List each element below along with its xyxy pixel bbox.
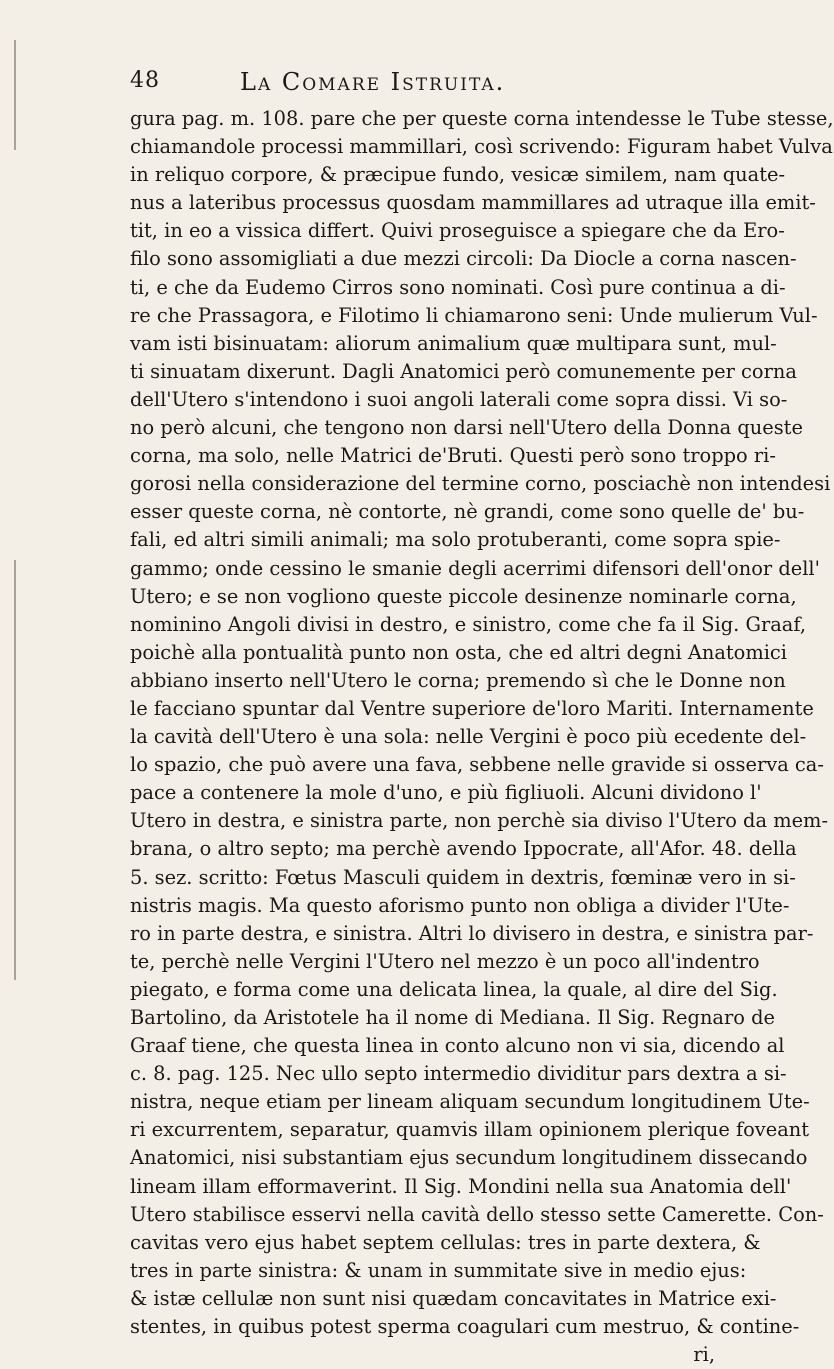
binding-shadow: [14, 560, 16, 980]
text-line: fali, ed altri simili animali; ma solo protuberanti, come sopra spie-: [130, 528, 781, 552]
text-line: poichè alla pontualità punto non osta, che ed altri degni Anatomici: [130, 640, 787, 664]
text-line: in reliquo corpore, & præcipue fundo, vesicæ similem, nam quate-: [130, 163, 786, 187]
text-line: Bartolino, da Aristotele ha il nome di Mediana. Il Sig. Regnaro de: [130, 1006, 775, 1029]
body-text: [130, 105, 834, 1369]
text-line: corna, ma solo, nelle Matrici de'Bruti. Questi però sono troppo ri-: [130, 444, 776, 468]
text-line: pace a contenere la mole d'uno, e più figliuoli. Alcuni dividono l': [130, 781, 762, 805]
text-line: gura pag. m. 108. pare che per queste corna intendesse le Tube stesse,: [130, 107, 834, 130]
text-line: Utero; e se non vogliono queste piccole desinenze nominarle corna,: [130, 584, 797, 608]
text-line: nistra, neque etiam per lineam aliquam secundum longitudinem Ute-: [130, 1090, 810, 1114]
text-line: abbiano inserto nell'Utero le corna; premendo sì che le Donne non: [130, 668, 786, 692]
text-line: nominino Angoli divisi in destro, e sinistro, come che fa il Sig. Graaf,: [130, 612, 807, 636]
text-line: ro in parte destra, e sinistra. Altri lo divisero in destra, e sinistra par-: [130, 921, 814, 945]
text-line: ri excurrentem, separatur, quamvis illam opinionem plerique foveant: [130, 1118, 810, 1142]
text-line: & istæ cellulæ non sunt nisi quædam concavitates in Matrice exi-: [130, 1286, 777, 1310]
text-line: nistris magis. Ma questo aforismo punto non obliga a divider l'Ute-: [130, 893, 790, 917]
text-line: le facciano spuntar dal Ventre superiore de'loro Mariti. Internamente: [130, 696, 814, 720]
binding-shadow: [14, 40, 16, 150]
text-line: piegato, e forma come una delicata linea, la quale, al dire del Sig.: [130, 977, 778, 1001]
text-line: Anatomici, nisi substantiam ejus secundum longitudinem dissecando: [130, 1146, 808, 1170]
text-line: Graaf tiene, che questa linea in conto alcuno non vi sia, dicendo al: [130, 1034, 785, 1058]
text-line: Utero stabilisce esservi nella cavità dello stesso sette Camerette. Con-: [130, 1202, 824, 1226]
text-line: lo spazio, che può avere una fava, sebbene nelle gravide si osserva ca-: [130, 753, 824, 777]
text-line: cavitas vero ejus habet septem cellulas: tres in parte dextera, &: [130, 1230, 761, 1254]
text-line: Utero in destra, e sinistra parte, non perchè sia diviso l'Utero da mem-: [130, 809, 828, 833]
text-line: dell'Utero s'intendono i suoi angoli laterali come sopra dissi. Vi so-: [130, 387, 788, 411]
running-title: La Comare Istruita.: [240, 68, 506, 96]
text-line: c. 8. pag. 125. Nec ullo septo intermedio dividitur pars dextra a si-: [130, 1062, 787, 1086]
text-line: brana, o altro septo; ma perchè avendo Ippocrate, all'Afor. 48. della: [130, 837, 797, 861]
text-line: tit, in eo a vissica differt. Quivi proseguisce a spiegare che da Ero-: [130, 219, 785, 243]
text-line: filo sono assomigliati a due mezzi circoli: Da Diocle a corna nascen-: [130, 247, 797, 271]
text-line: ti sinuatam dixerunt. Dagli Anatomici però comunemente per corna: [130, 359, 797, 383]
text-line: vam isti bisinuatam: aliorum animalium quæ multipara sunt, mul-: [130, 331, 777, 355]
text-line: ti, e che da Eudemo Cirros sono nominati. Così pure continua a di-: [130, 275, 786, 299]
text-line: gammo; onde cessino le smanie degli acerrimi difensori dell'onor dell': [130, 556, 820, 580]
text-line: ri,: [693, 1343, 715, 1367]
text-line: re che Prassagora, e Filotimo li chiamarono seni: Unde mulierum Vul-: [130, 303, 818, 327]
text-line: no però alcuni, che tengono non darsi nell'Utero della Donna queste: [130, 416, 803, 440]
text-line: nus a lateribus processus quosdam mammillares ad utraque illa emit-: [130, 191, 816, 215]
text-line: lineam illam efformaverint. Il Sig. Mondini nella sua Anatomia dell': [130, 1174, 792, 1198]
text-line: chiamandole processi mammillari, così scrivendo: Figuram habet Vulva: [130, 135, 833, 159]
text-line: esser queste corna, nè contorte, nè grandi, come sono quelle de' bu-: [130, 500, 805, 524]
text-line: stentes, in quibus potest sperma coagulari cum mestruo, & contine-: [130, 1315, 800, 1339]
text-line: gorosi nella considerazione del termine corno, posciachè non intendesi: [130, 472, 831, 496]
text-line: tres in parte sinistra: & unam in summitate sive in medio ejus:: [130, 1258, 747, 1282]
running-head: [130, 68, 710, 98]
text-line: te, perchè nelle Vergini l'Utero nel mezzo è un poco all'indentro: [130, 949, 760, 973]
text-line: 5. sez. scritto: Fœtus Masculi quidem in dextris, fœminæ vero in si-: [130, 865, 796, 889]
text-line: la cavità dell'Utero è una sola: nelle Vergini è poco più ecedente del-: [130, 725, 807, 749]
page-number: 48: [130, 68, 160, 93]
